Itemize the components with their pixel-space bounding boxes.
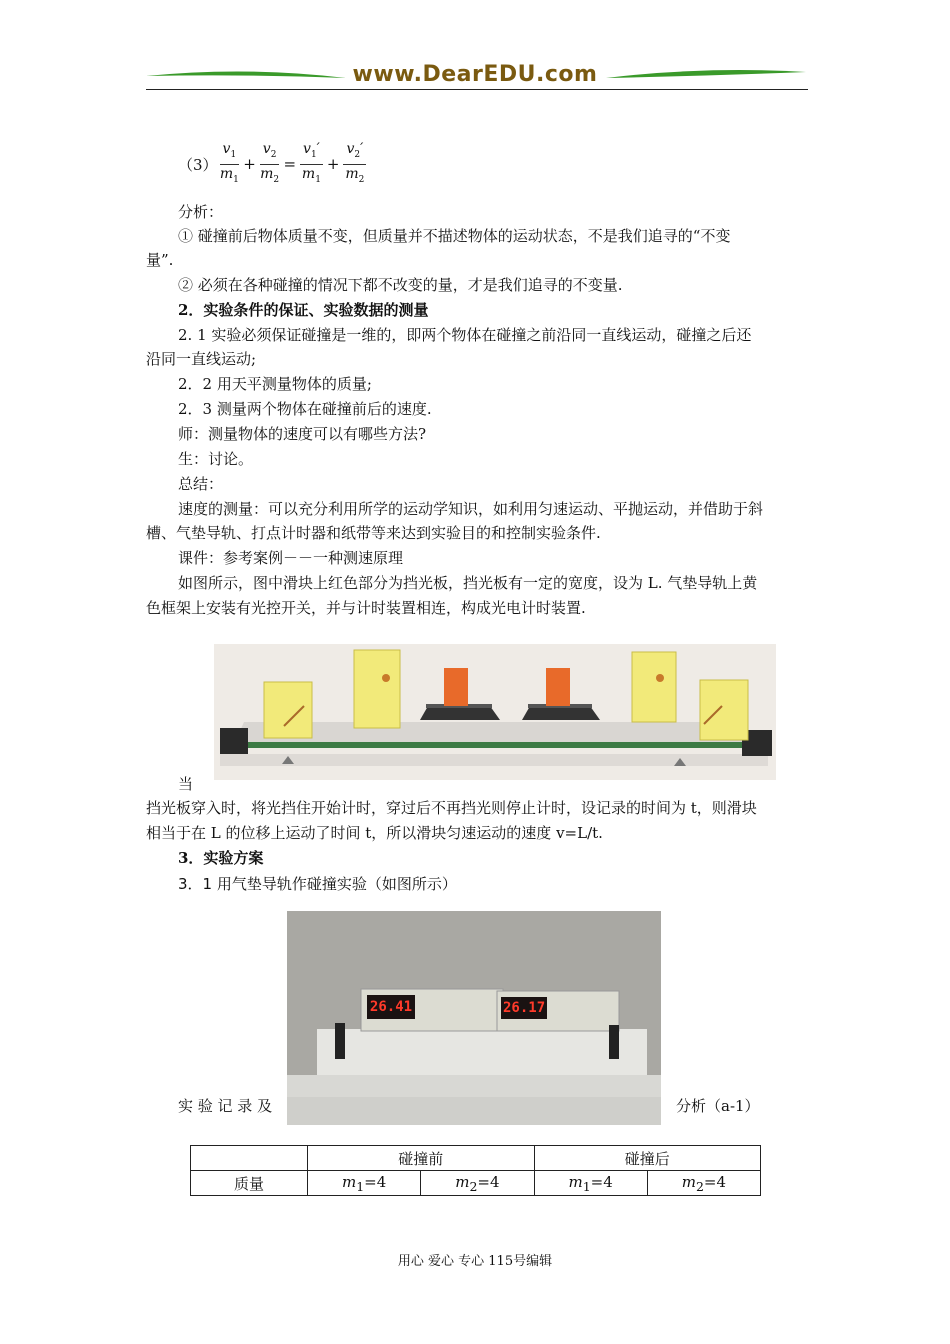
section-3-heading: 3．实验方案 [178, 849, 264, 867]
table-cell: $m_2=4$ [647, 1171, 760, 1196]
figure-description: 如图所示，图中滑块上红色部分为挡光板，挡光板有一定的宽度，设为 L. 气垫导轨上黄 [178, 574, 758, 592]
air-track-figure [214, 644, 776, 780]
item-3-1: 3．1 用气垫导轨作碰撞实验（如图所示） [178, 875, 457, 893]
formula: （3） $\frac{v_1}{m_1}$ + $\frac{v_2}{m_2}$ = $\frac{v_1'}{m_1}$ + $\frac{v_2'}{m_2}$ [178, 138, 368, 190]
analysis-point-2: ② 必须在各种碰撞的情况下都不改变的量，才是我们追寻的不变量. [178, 276, 623, 294]
summary-text: 速度的测量：可以充分利用所学的运动学知识，如利用匀速运动、平抛运动，并借助于斜 [178, 500, 764, 518]
table-row [191, 1171, 761, 1196]
analysis-point-1: ① 碰撞前后物体质量不变，但质量并不描述物体的运动状态，不是我们追寻的“不变 [178, 227, 731, 245]
teacher-question: 师：测量物体的速度可以有哪些方法? [178, 425, 427, 443]
timing-explanation: 挡光板穿入时，将光挡住开始计时，穿过后不再挡光则停止计时，设记录的时间为 t，则滑块 [146, 799, 757, 817]
fraction-v2-m2: $\frac{v_2}{m_2}$ [260, 140, 280, 185]
record-label-suffix: 分析（a-1） [676, 1097, 760, 1115]
timing-explanation-cont: 相当于在 L 的位移上运动了时间 t，所以滑块匀速运动的速度 v=L/t. [146, 824, 603, 842]
section-2-heading: 2．实验条件的保证、实验数据的测量 [178, 301, 429, 319]
table-cell: $m_1=4$ [308, 1171, 421, 1196]
analysis-heading: 分析： [178, 203, 224, 221]
when-label: 当 [178, 775, 194, 793]
formula-eq: = [283, 155, 297, 173]
table-header-row [191, 1146, 761, 1171]
record-label: 实 验 记 录 及 [178, 1097, 273, 1115]
data-table [190, 1145, 761, 1196]
table-corner-cell [191, 1146, 308, 1171]
summary-text-cont: 槽、气垫导轨、打点计时器和纸带等来达到实验目的和控制实验条件. [146, 524, 601, 542]
header-rule [146, 89, 808, 90]
figure-description-cont: 色框架上安装有光控开关，并与计时装置相连，构成光电计时装置. [146, 599, 586, 617]
analysis-point-1-cont: 量”. [146, 251, 174, 269]
timer-left-display: 26.41 [369, 999, 413, 1015]
fraction-v2p-m2: $\frac{v_2'}{m_2}$ [345, 140, 365, 185]
table-header-after: 碰撞后 [534, 1146, 761, 1171]
header-brand[interactable]: www.DearEDU.com [352, 62, 598, 87]
formula-label: （3） [178, 155, 218, 174]
table-cell: $m_1=4$ [534, 1171, 647, 1196]
courseware-line: 课件：参考案例－－一种测速原理 [178, 549, 404, 567]
table-header-before: 碰撞前 [308, 1146, 535, 1171]
summary-heading: 总结： [178, 475, 224, 493]
page-footer: 用心 爱心 专心 115号编辑 [397, 1254, 553, 1269]
item-2-1-cont: 沿同一直线运动; [146, 350, 257, 368]
fraction-v1p-m1: $\frac{v_1'}{m_1}$ [301, 140, 321, 185]
item-2-1: 2. 1 实验必须保证碰撞是一维的，即两个物体在碰撞之前沿同一直线运动，碰撞之后还 [178, 326, 752, 344]
fraction-v1-m1: $\frac{v_1}{m_1}$ [219, 140, 239, 185]
item-2-3: 2．3 测量两个物体在碰撞前后的速度. [178, 400, 432, 418]
timer-right-display: 26.17 [503, 1000, 546, 1016]
timer-photo [287, 911, 661, 1125]
item-2-2: 2．2 用天平测量物体的质量; [178, 375, 372, 393]
table-cell: $m_2=4$ [421, 1171, 534, 1196]
student-response: 生：讨论。 [178, 450, 254, 468]
table-row-label: 质量 [191, 1171, 308, 1196]
